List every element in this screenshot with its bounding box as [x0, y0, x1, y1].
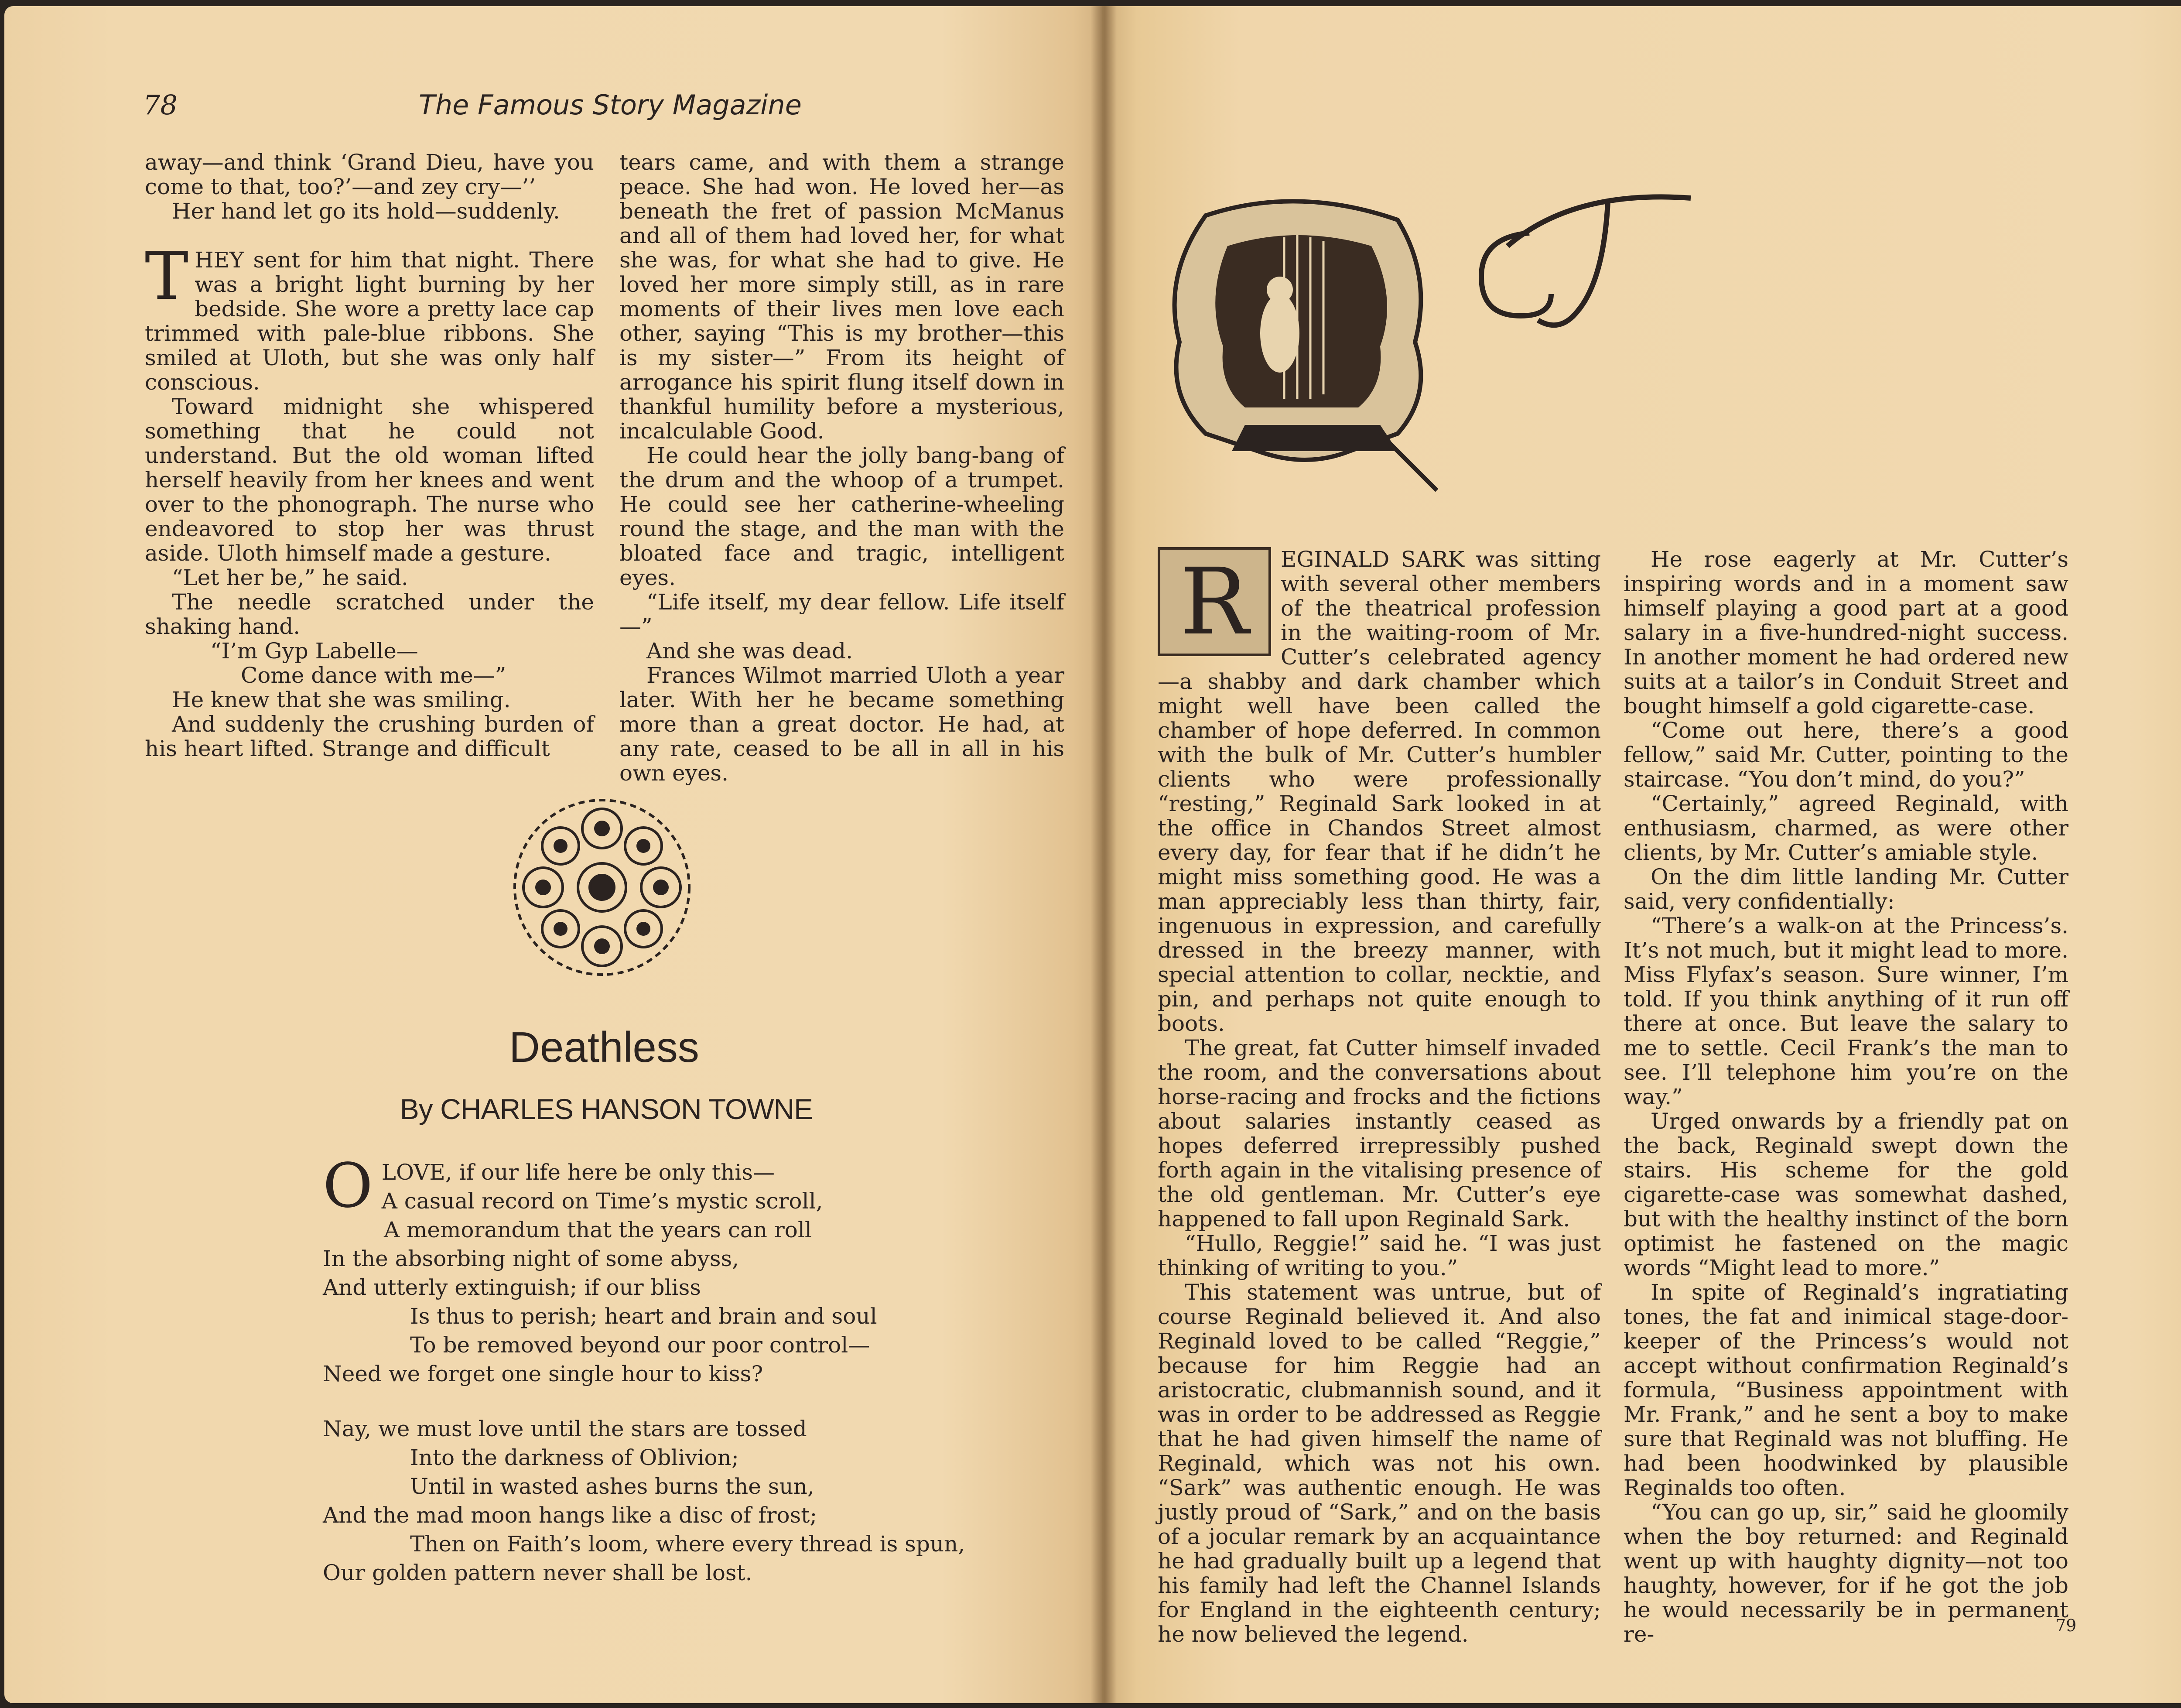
- poem-line: Is thus to perish; heart and brain and soul: [410, 1304, 877, 1329]
- paragraph-text: “There’s a walk-on at the Princess’s. It’s not much, but it might lead to more. Miss Flyfax’s season. Sure winner, I’m told. If you think anything of it run off there at once. But leave the salary to me to settle. Cecil Frank’s the man to see. I’ll telephone him you’re on the way.”: [1624, 913, 2068, 1109]
- paragraph-text: The great, fat Cutter himself invaded the room, and the conversations about horse-racing and frocks and the fictions about salaries instantly ceased as hopes deferred irrepressibly pushed forth again in the vitalising presence of the old gentleman. Mr. Cutter’s eye happened to fall upon Reginald Sark.: [1158, 1035, 1601, 1232]
- paragraph-text: “You can go up, sir,” said he gloomily when the boy returned: and Reginald went up with haughty dignity—not too haughty, however, for if he got the job he would necessarily be in permanent re-: [1624, 1499, 2068, 1647]
- paragraph: [145, 590, 594, 639]
- paragraph: [145, 239, 594, 395]
- paragraph-text: This statement was untrue, but of course Reginald believed it. And also Reginald loved to be called “Reggie,” because for him Reggie had an aristocratic, clubmannish sound, and it was in order to be addressed as Reggie that he had given himself the name of Reginald, which was not his own. “Sark” was authentic enough. He was justly proud of “Sark,” and on the basis of a jocular remark by an acquaintance he had gradually built up a legend that his family had left the Channel Islands for England in the eighteenth century; he now believed the legend.: [1158, 1280, 1601, 1647]
- paragraph-text: “Certainly,” agreed Reginald, with enthusiasm, charmed, as were other clients, by Mr. Cutter’s amiable style.: [1624, 791, 2068, 865]
- right-column-1: [1158, 547, 1601, 1646]
- paragraph: [1624, 718, 2068, 791]
- paragraph: [145, 565, 594, 590]
- paragraph: [145, 150, 594, 199]
- right-column-2: [1624, 547, 2068, 1646]
- poem-line: Need we forget one single hour to kiss?: [323, 1361, 763, 1386]
- stanza-break: [323, 1388, 1021, 1414]
- paragraph-text: He could hear the jolly bang-bang of the drum and the whoop of a trumpet. He could see her catherine-wheeling round the stage, and the man with the bloated face and tragic, intelligent eyes.: [619, 443, 1064, 590]
- paragraph-break: [145, 223, 594, 248]
- right-page: [1102, 6, 2181, 1703]
- paragraph: [1624, 1500, 2068, 1646]
- paragraph-text: On the dim little landing Mr. Cutter said, very confidentially:: [1624, 864, 2068, 914]
- poem-title: Deathless: [509, 1023, 699, 1071]
- paragraph: [619, 590, 1064, 639]
- paragraph-text: “Come out here, there’s a good fellow,” said Mr. Cutter, pointing to the staircase. “You don’t mind, do you?”: [1624, 718, 2068, 792]
- paragraph-text: Come dance with me—”: [241, 663, 506, 688]
- paragraph-text: He rose eagerly at Mr. Cutter’s inspiring words and in a moment saw himself playing a good part at a good salary in a five-hundred-night success. In another moment he had ordered new suits at a tailor’s in Conduit Street and bought himself a gold cigarette-case.: [1624, 547, 2068, 719]
- paragraph: [619, 639, 1064, 663]
- paragraph-text: “I’m Gyp Labelle—: [210, 638, 418, 664]
- poem-line: And utterly extinguish; if our bliss: [323, 1275, 701, 1300]
- paragraph-text: “Let her be,” he said.: [172, 565, 408, 590]
- poem-line: To be removed beyond our poor control—: [410, 1332, 870, 1358]
- poem-line: And the mad moon hangs like a disc of frost;: [323, 1503, 817, 1528]
- paragraph-text: And suddenly the crushing burden of his heart lifted. Strange and difficult: [145, 712, 594, 761]
- paragraph: [619, 443, 1064, 590]
- paragraph: [1624, 1280, 2068, 1500]
- paragraph: [145, 394, 594, 565]
- paragraph: [145, 688, 594, 712]
- page-number-right: 79: [2055, 1616, 2077, 1635]
- paragraph-text: “Hullo, Reggie!” said he. “I was just thinking of writing to you.”: [1158, 1231, 1601, 1280]
- paragraph: [1624, 547, 2068, 718]
- paragraph-text: And she was dead.: [646, 638, 853, 664]
- paragraph-text: Her hand let go its hold—suddenly.: [172, 199, 560, 224]
- poem-line: Until in wasted ashes burns the sun,: [410, 1474, 814, 1499]
- paragraph-text: He knew that she was smiling.: [172, 687, 511, 712]
- paragraph-text: Urged onwards by a friendly pat on the back, Reginald swept down the stairs. His scheme for the gold cigarette-case was somewhat dashed, but with the healthy instinct of the born optimist he fastened on the magic words “Might lead to more.”: [1624, 1109, 2068, 1280]
- paragraph: [1624, 791, 2068, 865]
- paragraph: [1624, 1109, 2068, 1280]
- paragraph-text: HEY sent for him that night. There was a bright light burning by her bedside. She wore a pretty lace cap trimmed with pale-blue ribbons. She smiled at Uloth, but she was only half conscious.: [145, 247, 594, 395]
- paragraph-text: EGINALD SARK was sitting with several other members of the theatrical profession in the waiting-room of Mr. Cutter’s celebrated agency—a shabby and dark chamber which might well have been called the chamber of hope deferred. In common with the bulk of Mr. Cutter’s humbler clients who were professionally “resting,” Reginald Sark looked in at the office in Chandos Street almost every day, for fear that if he didn’t he might miss something good. He was a man appreciably less than thirty, fair, ingenuous in expression, and carefully dressed in the breezy manner, with special attention to collar, necktie, and pin, and perhaps not quite enough to boots.: [1158, 547, 1601, 1036]
- poem-line: Into the darkness of Oblivion;: [410, 1445, 739, 1470]
- paragraph: [1158, 1036, 1601, 1231]
- poem-line: In the absorbing night of some abyss,: [323, 1246, 739, 1271]
- paragraph: [619, 663, 1064, 785]
- paragraph: [1624, 865, 2068, 914]
- poem-line: Our golden pattern never shall be lost.: [323, 1560, 752, 1585]
- left-column-2: [619, 150, 1064, 785]
- paragraph-text: In spite of Reginald’s ingratiating tones, the fat and inimical stage-door-keeper of the Princess’s would not accept without confirmation Reginald’s formula, “Business appointment with Mr. Frank,” and he sent a boy to make sure that Reginald was not bluffing. He had been hoodwinked by plausible Reginalds too often.: [1624, 1280, 2068, 1500]
- paragraph: [1624, 914, 2068, 1109]
- poem-line: A casual record on Time’s mystic scroll,: [381, 1188, 823, 1214]
- paragraph: [1158, 1231, 1601, 1280]
- paragraph-text: away—and think ‘Grand Dieu, have you come to that, too?’—and zey cry—’’: [145, 150, 594, 199]
- poem-line: A memorandum that the years can roll: [384, 1217, 812, 1242]
- paragraph-text: “Life itself, my dear fellow. Life itself—”: [619, 589, 1064, 639]
- drop-cap: T: [145, 239, 189, 315]
- paragraph-text: Toward midnight she whispered something that he could not understand. But the old woman lifted herself heavily from her knees and went over to the phonograph. The nurse who endeavored to stop her was thrust aside. Uloth himself made a gesture.: [145, 394, 594, 566]
- poem-line: Then on Faith’s loom, where every thread is spun,: [410, 1531, 965, 1557]
- left-column-1: [145, 150, 594, 761]
- poem-line: Nay, we must love until the stars are tossed: [323, 1416, 807, 1441]
- paragraph: [145, 639, 594, 663]
- paragraph-text: tears came, and with them a strange peace. She had won. He loved her—as beneath the fret of passion McManus and all of them had loved her, for what she was, for what she had to give. He loved her more simply still, as in rare moments of their lives men love each other, saying “This is my brother—this is my sister—” From its height of arrogance his spirit flung itself down in thankful humility before a mysterious, incalculable Good.: [619, 150, 1064, 444]
- poem-drop-cap: O: [323, 1150, 373, 1222]
- paragraph: [145, 712, 594, 761]
- poem-byline: By CHARLES HANSON TOWNE: [400, 1093, 813, 1125]
- paragraph: [1158, 1280, 1601, 1646]
- left-page: [4, 6, 1106, 1703]
- paragraph: [145, 199, 594, 223]
- paragraph: [145, 663, 594, 688]
- poem: [323, 1150, 1021, 1587]
- book-gutter: [1090, 6, 1117, 1703]
- running-head: The Famous Story Magazine: [419, 89, 802, 121]
- paragraph-text: The needle scratched under the shaking hand.: [145, 589, 594, 639]
- poem-line: LOVE, if our life here be only this—: [381, 1160, 775, 1185]
- harp-illustration: [1153, 189, 1446, 495]
- paragraph: [619, 150, 1064, 443]
- paragraph-text: Frances Wilmot married Uloth a year later. With her he became something more than a great doctor. He had, at any rate, ceased to be all in all in his own eyes.: [619, 663, 1064, 786]
- rosette-ornament: [506, 787, 698, 988]
- decorated-initial: R: [1158, 547, 1271, 656]
- title-swash-initial: [1464, 172, 1708, 355]
- paragraph: [1158, 547, 1601, 1036]
- page-number-left: 78: [143, 89, 178, 121]
